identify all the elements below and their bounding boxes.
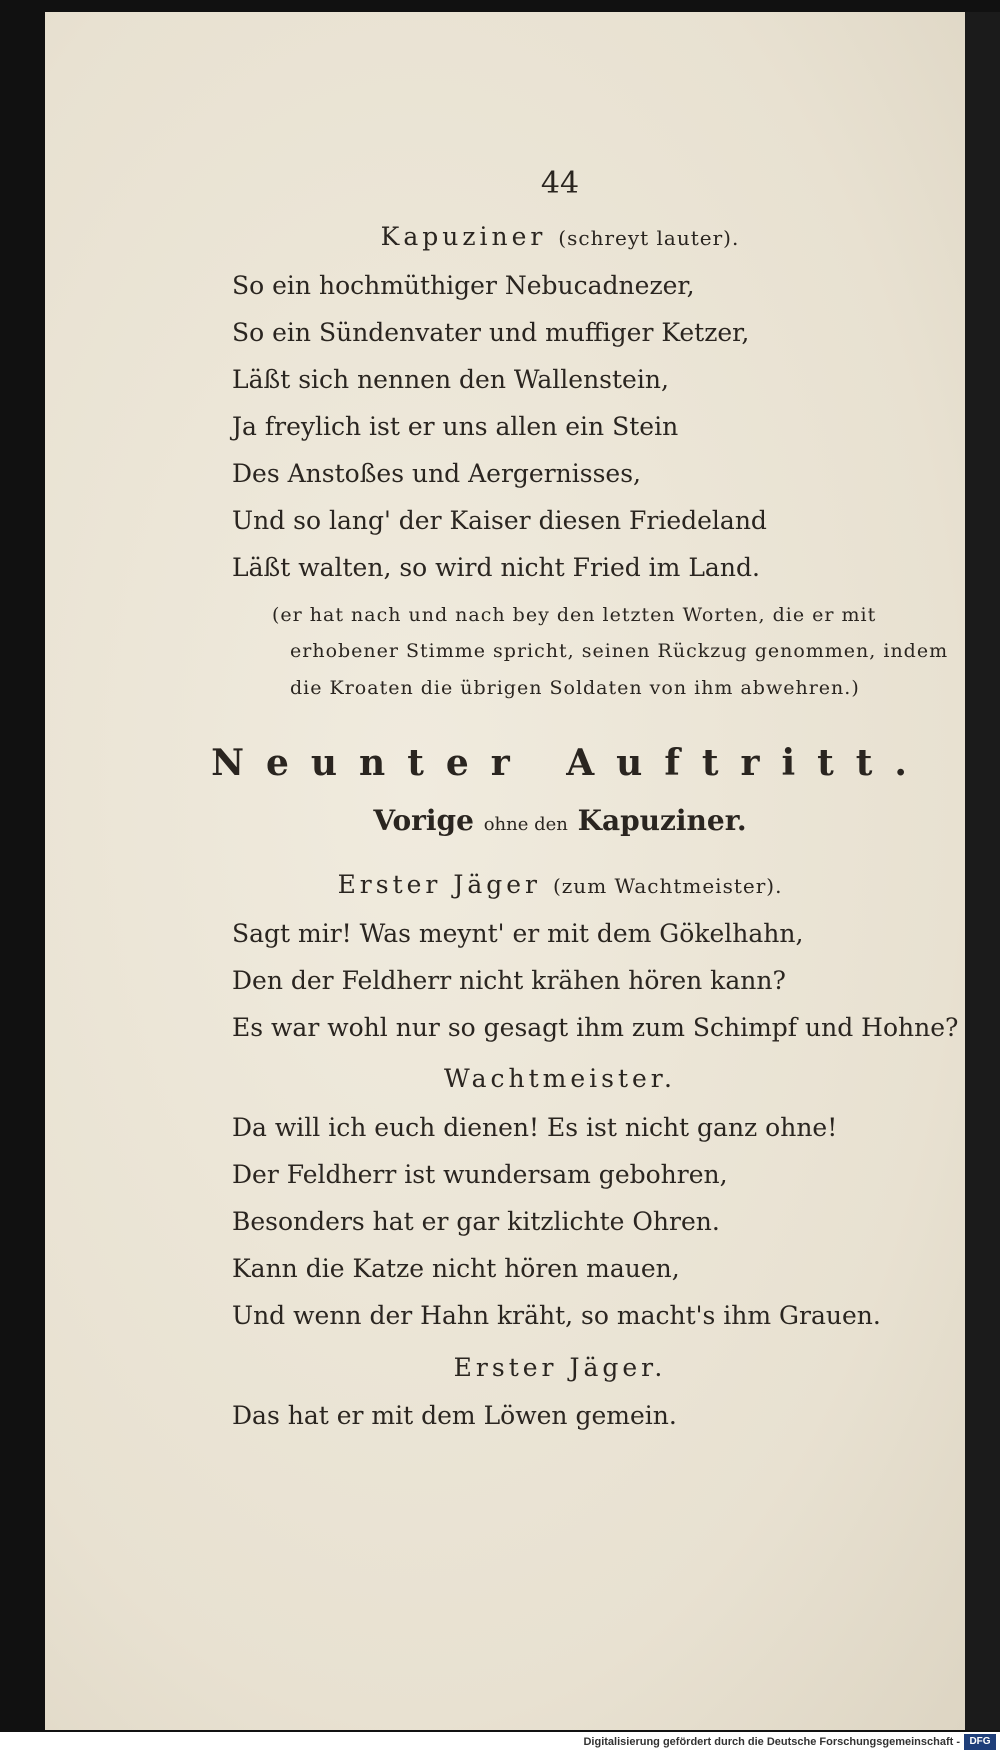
stage-direction-line: erhobener Stimme spricht, seinen Rückzug genommen, indem	[290, 640, 949, 662]
speaker-name: Kapuziner	[380, 222, 547, 251]
speaker-name: Wachtmeister.	[444, 1064, 676, 1093]
speaker-name: Erster Jäger	[337, 870, 542, 899]
speaker-kapuziner	[60, 222, 1000, 251]
verse-line: So ein hochmüthiger Nebucadnezer,	[232, 271, 695, 300]
verse-line: Des Anstoßes und Aergernisses,	[232, 459, 641, 488]
scene-subtitle-a: Vorige	[373, 804, 474, 837]
verse-line: Und wenn der Hahn kräht, so macht's ihm Grauen.	[232, 1301, 881, 1330]
speaker-name: Erster Jäger.	[453, 1353, 667, 1382]
dfg-logo: DFG	[964, 1734, 996, 1750]
stage-direction-line: (er hat nach und nach bey den letzten Worten, die er mit	[272, 604, 877, 626]
verse-line: Läßt sich nennen den Wallenstein,	[232, 365, 669, 394]
stage-direction-line: die Kroaten die übrigen Soldaten von ihm abwehren.)	[290, 677, 860, 699]
verse-line: Ja freylich ist er uns allen ein Stein	[232, 412, 679, 441]
scene-heading: Neunter Auftritt.	[211, 742, 929, 784]
verse-line: So ein Sündenvater und muffiger Ketzer,	[232, 318, 750, 347]
verse-line: Läßt walten, so wird nicht Fried im Land.	[232, 553, 760, 582]
page-number: 44	[540, 166, 580, 201]
digitization-credit: Digitalisierung gefördert durch die Deutsche Forschungsgemeinschaft -	[583, 1736, 960, 1748]
scene-subtitle-c: Kapuziner.	[577, 804, 747, 837]
verse-line: Da will ich euch dienen! Es ist nicht ganz ohne!	[232, 1113, 838, 1142]
speaker-note: (schreyt lauter).	[558, 226, 740, 250]
verse-line: Es war wohl nur so gesagt ihm zum Schimpf und Hohne?	[232, 1013, 959, 1042]
verse-line: Und so lang' der Kaiser diesen Friedeland	[232, 506, 767, 535]
verse-line: Besonders hat er gar kitzlichte Ohren.	[232, 1207, 720, 1236]
speaker-erster-jaeger-2	[60, 1353, 1000, 1382]
speaker-note: (zum Wachtmeister).	[552, 874, 783, 898]
verse-line: Den der Feldherr nicht krähen hören kann?	[232, 966, 786, 995]
speaker-erster-jaeger	[60, 870, 1000, 899]
verse-line: Der Feldherr ist wundersam gebohren,	[232, 1160, 728, 1189]
verse-line: Sagt mir! Was meynt' er mit dem Gökelhahn,	[232, 919, 804, 948]
scene-subtitle	[60, 804, 1000, 837]
speaker-wachtmeister	[60, 1064, 1000, 1093]
verse-line: Das hat er mit dem Löwen gemein.	[232, 1401, 677, 1430]
scene-subtitle-b: ohne den	[483, 814, 568, 835]
verse-line: Kann die Katze nicht hören mauen,	[232, 1254, 680, 1283]
